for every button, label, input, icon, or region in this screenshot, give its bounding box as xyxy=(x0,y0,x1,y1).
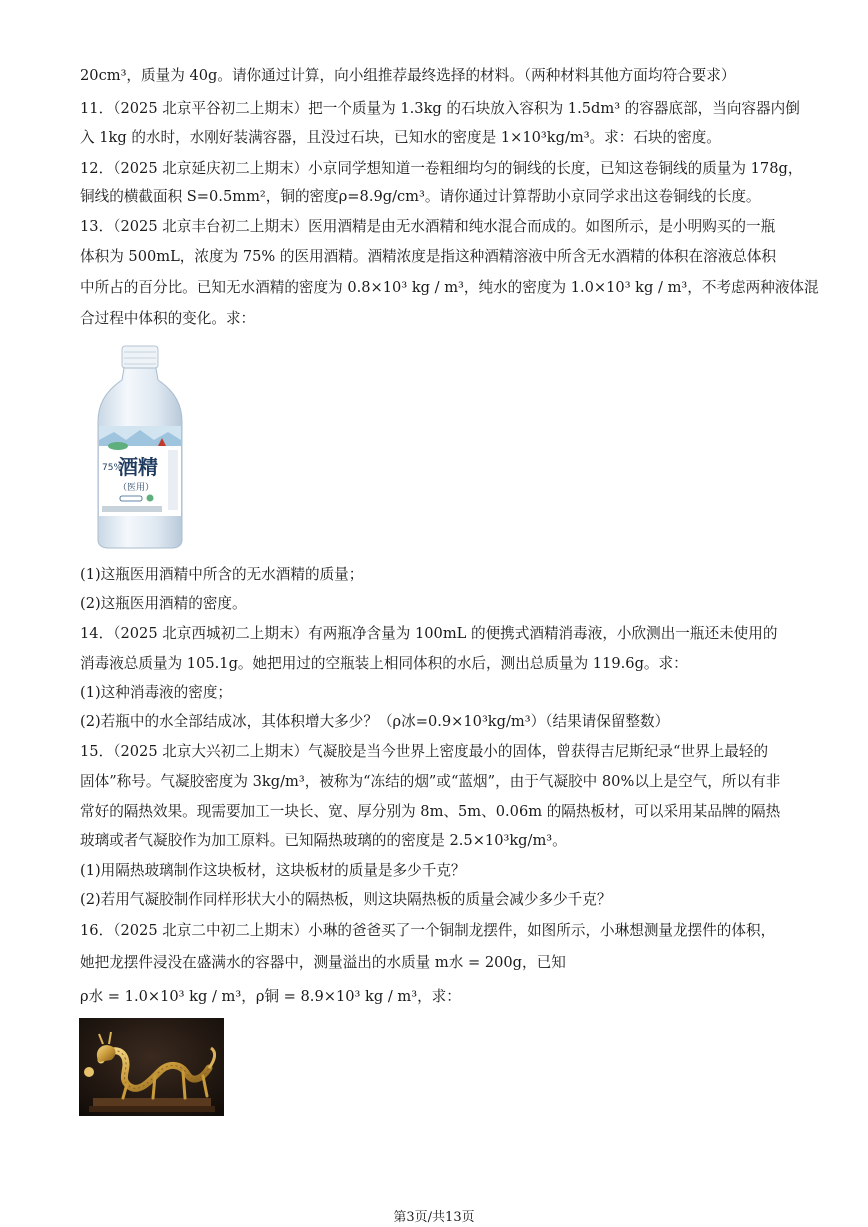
alcohol-bottle-image xyxy=(84,340,196,550)
question-13-line-4: 合过程中体积的变化。求： xyxy=(80,310,256,327)
question-15-part-2: (2)若用气凝胶制作同样形状大小的隔热板，则这块隔热板的质量会减少多少千克？ xyxy=(80,891,612,908)
question-12-line-2: 铜线的横截面积 S=0.5mm²，铜的密度ρ=8.9g/cm³。请你通过计算帮助小京同学求出这卷铜线的长度。 xyxy=(80,188,761,205)
question-15-line-3: 常好的隔热效果。现需要加工一块长、宽、厚分别为 8m、5m、0.06m 的隔热板材，可以采用某品牌的隔热 xyxy=(80,803,781,820)
text-line: 20cm³，质量为 40g。请你通过计算，向小组推荐最终选择的材料。（两种材料其他方面均符合要求） xyxy=(80,67,736,84)
bottle-illustration xyxy=(84,340,196,550)
question-15-line-2: 固体”称号。气凝胶密度为 3kg/m³，被称为“冻结的烟”或“蓝烟”，由于气凝胶中 80%以上是空气，所以有非 xyxy=(80,773,781,790)
question-13-line-3: 中所占的百分比。已知无水酒精的密度为 0.8×10³ kg / m³，纯水的密度为 1.0×10³ kg / m³，不考虑两种液体混 xyxy=(80,279,819,296)
question-11-line-1: 11．（2025 北京平谷初二上期末）把一个质量为 1.3kg 的石块放入容积为 1.5dm³ 的容器底部，当向容器内倒 xyxy=(80,100,800,117)
dragon-ornament-image xyxy=(79,1018,224,1116)
question-13-part-1: (1)这瓶医用酒精中所含的无水酒精的质量； xyxy=(80,566,364,583)
bottle-percent-label: 75% xyxy=(102,463,123,473)
page-footer: 第3页/共13页 xyxy=(393,1210,475,1225)
question-14-line-2: 消毒液总质量为 105.1g。她把用过的空瓶装上相同体积的水后，测出总质量为 119.6g。求： xyxy=(80,655,688,672)
bottle-subtitle-label: （医用） xyxy=(118,483,155,493)
question-16-line-1: 16．（2025 北京二中初二上期末）小琳的爸爸买了一个铜制龙摆件，如图所示，小琳想测量龙摆件的体积， xyxy=(80,922,776,939)
question-14-part-2: (2)若瓶中的水全部结成冰，其体积增大多少？（ρ冰=0.9×10³kg/m³）（结果请保留整数） xyxy=(80,713,670,730)
question-14-part-1: (1)这种消毒液的密度； xyxy=(80,684,233,701)
question-14-line-1: 14．（2025 北京西城初二上期末）有两瓶净含量为 100mL 的便携式酒精消毒液，小欣测出一瓶还未使用的 xyxy=(80,625,778,642)
question-13-part-2: (2)这瓶医用酒精的密度。 xyxy=(80,595,247,612)
question-16-line-2: 她把龙摆件浸没在盛满水的容器中，测量溢出的水质量 m水 = 200g，已知 xyxy=(80,954,566,971)
question-12-line-1: 12．（2025 北京延庆初二上期末）小京同学想知道一卷粗细均匀的铜线的长度，已知这卷铜线的质量为 178g， xyxy=(80,160,803,177)
question-15-line-4: 玻璃或者气凝胶作为加工原料。已知隔热玻璃的的密度是 2.5×10³kg/m³。 xyxy=(80,832,567,849)
question-13-line-2: 体积为 500mL，浓度为 75% 的医用酒精。酒精浓度是指这种酒精溶液中所含无水酒精的体积在溶液总体积 xyxy=(80,248,777,265)
question-13-line-1: 13．（2025 北京丰台初二上期末）医用酒精是由无水酒精和纯水混合而成的。如图所示，是小明购买的一瓶 xyxy=(80,218,776,235)
question-15-part-1: (1)用隔热玻璃制作这块板材，这块板材的质量是多少千克？ xyxy=(80,862,466,879)
question-11-line-2: 入 1kg 的水时，水刚好装满容器，且没过石块，已知水的密度是 1×10³kg/m³。求：石块的密度。 xyxy=(80,129,721,146)
question-15-line-1: 15．（2025 北京大兴初二上期末）气凝胶是当今世界上密度最小的固体，曾获得吉尼斯纪录“世界上最轻的 xyxy=(80,743,769,760)
dragon-illustration xyxy=(79,1018,224,1116)
bottle-title-label: 酒精 xyxy=(118,455,158,479)
question-16-line-3: ρ水 = 1.0×10³ kg / m³，ρ铜 = 8.9×10³ kg / m³，求： xyxy=(80,988,461,1005)
